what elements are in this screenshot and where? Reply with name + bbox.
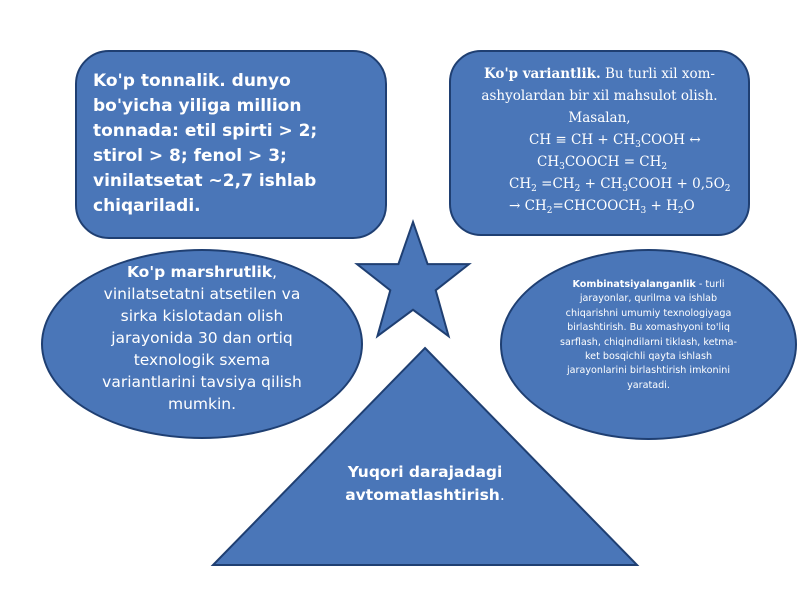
variants-intro-text: Bu turli xil xom-ashyolardan bir xil mahsulot olish. Masalan, bbox=[481, 66, 718, 126]
equation-2: $CH_3COOCH = CH_2$ bbox=[537, 154, 668, 172]
star-icon bbox=[357, 222, 469, 336]
automation-text bbox=[290, 461, 560, 507]
routes-ellipse bbox=[41, 249, 363, 439]
combined-text bbox=[554, 278, 743, 393]
combined-ellipse bbox=[500, 249, 797, 440]
routes-text bbox=[101, 261, 303, 415]
tonnage-text: Ko'p tonnalik. dunyo bo'yicha yiliga million tonnada: etil spirti > 2; stirol > 8; fenol > 3; vinilatsetat ~2,7 ishlab chiqariladi. bbox=[93, 71, 318, 216]
routes-body: , vinilatsetatni atsetilen va sirka kislotadan olish jarayonida 30 dan ortiq texnologik sxema variantlarini tavsiya qilish mumkin. bbox=[102, 263, 302, 413]
combined-title: Kombinatsiyalanganlik bbox=[572, 279, 696, 290]
variants-title: Ko'p variantlik. bbox=[484, 66, 601, 82]
equation-1: CH ≡ CH + $CH_3COOH$ ↔ bbox=[529, 132, 701, 150]
automation-label: Yuqori darajadagi avtomatlashtirish bbox=[345, 463, 503, 504]
tonnage-box bbox=[75, 50, 387, 239]
variants-box bbox=[449, 50, 750, 236]
variants-intro bbox=[461, 63, 738, 129]
equation-3: $CH_2 =CH_2$ + $CH_3COOH + 0,5O_2$ bbox=[509, 176, 731, 194]
automation-dot: . bbox=[499, 486, 505, 504]
equation-4: → $CH_2=CHCOOCH_3 + H_2O$ bbox=[509, 198, 695, 216]
routes-title: Ko'p marshrutlik bbox=[126, 263, 273, 281]
combined-body: - turli jarayonlar, qurilma va ishlab chiqarishni umumiy texnologiyaga birlashtirish. Bu xomashyoni to'liq sarflash, chiqindilarni tiklash, ketma-ket bosqichli qayta ishlash jarayonlarini birlashtirish imkonini yaratadi. bbox=[560, 279, 737, 391]
